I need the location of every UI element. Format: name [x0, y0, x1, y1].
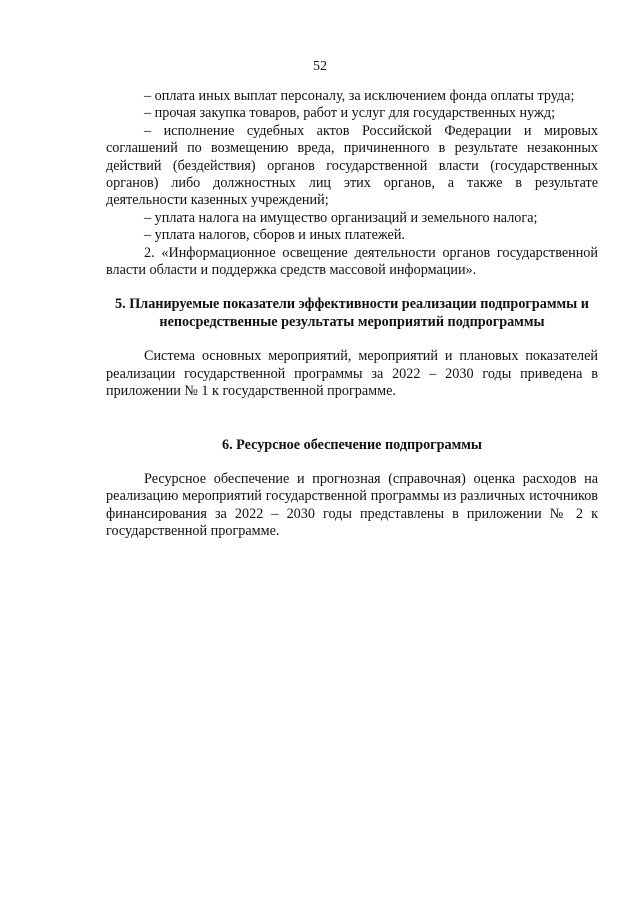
document-body	[106, 88, 598, 541]
list-item: – исполнение судебных актов Российской Федерации и мировых соглашений по возмещению вреда, причиненного в результате незаконных действий (бездействия) органов государственной власти (государственных органов) либо должностных лиц этих органов, а также в результате деятельности казенных учреждений;	[106, 122, 598, 209]
list-item: – уплата налогов, сборов и иных платежей.	[144, 227, 405, 244]
list-item: 2. «Информационное освещение деятельности органов государственной власти области и поддержка средств массовой информации».	[106, 244, 598, 279]
list-item: – оплата иных выплат персоналу, за исключением фонда оплаты труда;	[144, 88, 575, 104]
list-item: – уплата налога на имущество организаций и земельного налога;	[144, 209, 538, 226]
section-6-heading: 6. Ресурсное обеспечение подпрограммы	[221, 436, 483, 453]
section-5-heading: 5. Планируемые показатели эффективности реализации подпрограммы и непосредственные результаты мероприятий подпрограммы	[115, 296, 589, 330]
list-item: – прочая закупка товаров, работ и услуг для государственных нужд;	[144, 105, 556, 122]
page-number: 52	[313, 59, 327, 74]
section-6-paragraph: Ресурсное обеспечение и прогнозная (справочная) оценка расходов на реализацию мероприятий государственной программы из различных источников финансирования за 2022 – 2030 годы представлены в приложении № 2 к государственной программе.	[106, 470, 598, 540]
section-5-paragraph: Система основных мероприятий, мероприятий и плановых показателей реализации государственной программы за 2022 – 2030 годы приведена в приложении № 1 к государственной программе.	[106, 348, 598, 400]
